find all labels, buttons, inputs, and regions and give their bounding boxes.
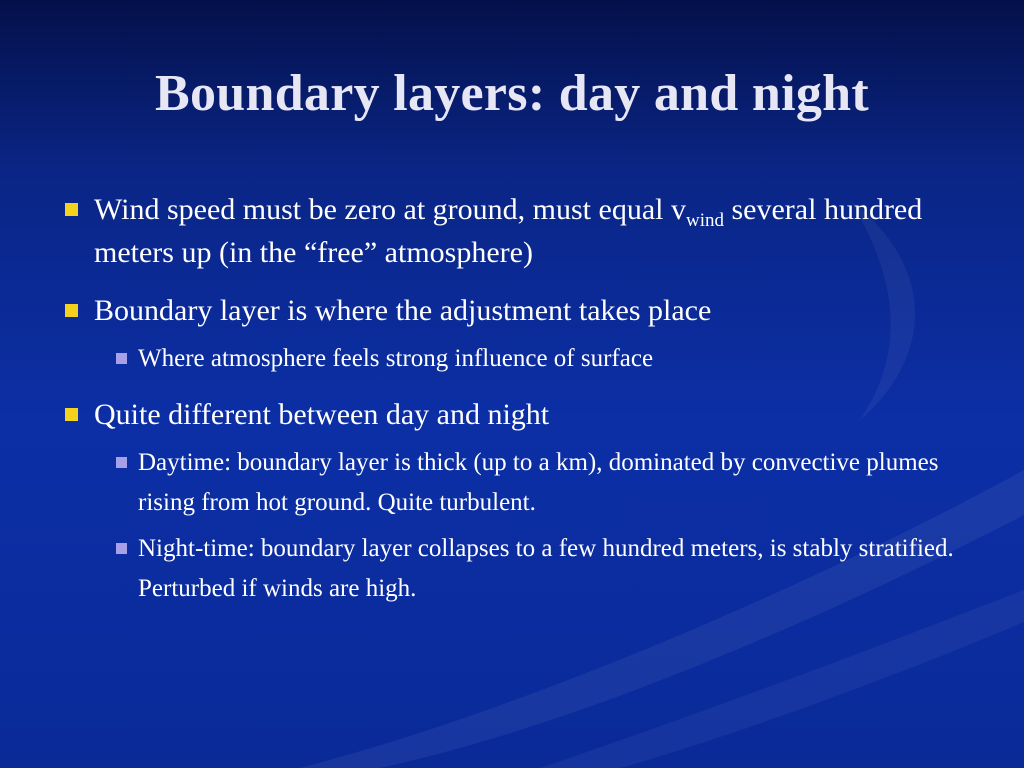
small-square-bullet-icon — [116, 457, 127, 468]
bullet-text — [94, 193, 922, 269]
bullet-item-day-night-difference — [64, 393, 974, 436]
subscript-wind: wind — [686, 210, 724, 231]
square-bullet-icon — [65, 408, 78, 421]
bullet-text-continuation: several hundred meters up (in the “free” atmosphere) — [94, 193, 923, 269]
sub-bullet-text: Daytime: boundary layer is thick (up to a km), dominated by convective plumes rising from hot ground. Quite turbulent. — [138, 449, 939, 516]
bullet-text: Quite different between day and night — [94, 398, 550, 431]
slide-title: Boundary layers: day and night — [154, 65, 870, 122]
sub-bullet-text: Night-time: boundary layer collapses to a few hundred meters, is stably stratified. Perturbed if winds are high. — [138, 535, 954, 602]
sub-bullet-item-night-time — [64, 529, 974, 609]
small-square-bullet-icon — [116, 353, 127, 364]
square-bullet-icon — [65, 304, 78, 317]
sub-bullet-text: Where atmosphere feels strong influence of surface — [138, 345, 654, 372]
bullet-text: Boundary layer is where the adjustment takes place — [94, 294, 712, 327]
sub-bullet-item-surface-influence — [64, 339, 974, 379]
bullet-item-wind-speed — [64, 188, 974, 274]
bullet-list — [64, 188, 974, 613]
bullet-item-boundary-layer — [64, 289, 974, 332]
bullet-text-main: Wind speed must be zero at ground, must equal v — [94, 193, 686, 226]
sub-bullet-item-daytime — [64, 443, 974, 523]
square-bullet-icon — [65, 203, 78, 216]
small-square-bullet-icon — [116, 543, 127, 554]
